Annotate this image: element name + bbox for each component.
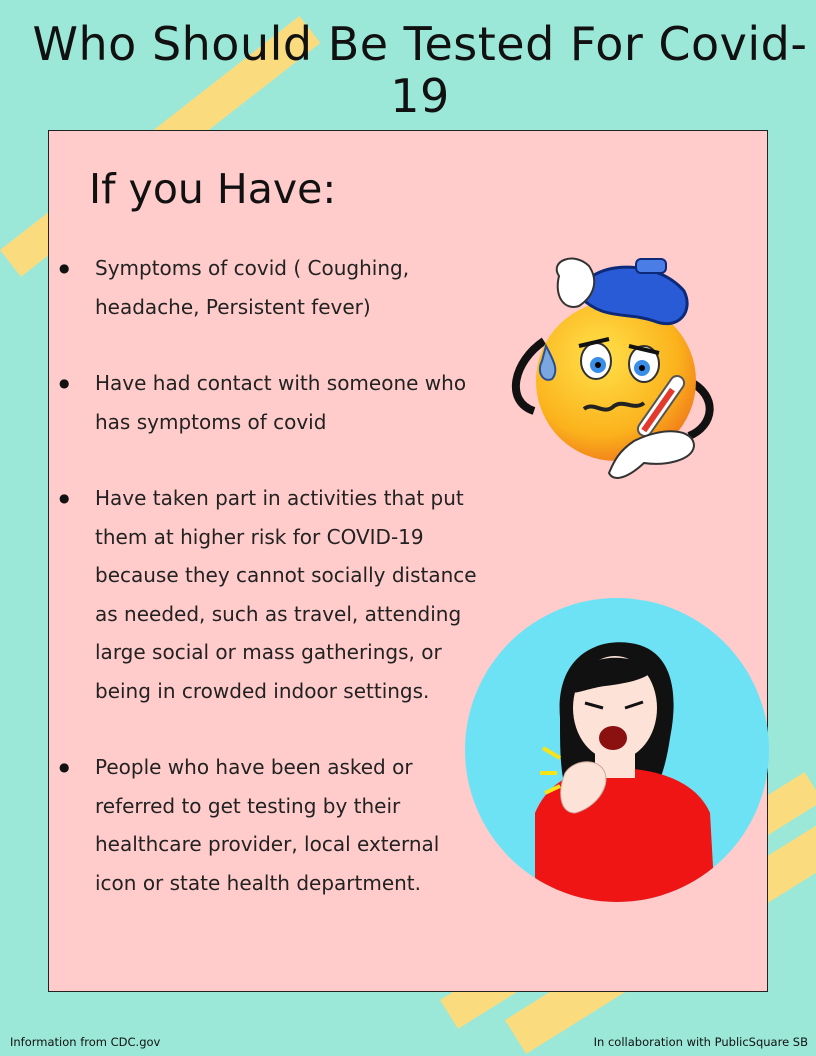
sick-thermometer-emoji-icon xyxy=(504,251,734,487)
list-item: ● Have taken part in activities that put them at higher risk for COVID-19 because they cannot socially distance as needed, such as travel, attending large social or mass gatherings, or being in crowded indoor settings. xyxy=(49,479,479,710)
list-item: ● People who have been asked or referred to get testing by their healthcare provider, local external icon or state health department. xyxy=(49,748,479,902)
section-heading: If you Have: xyxy=(89,165,337,213)
footer-collaboration: In collaboration with PublicSquare SB xyxy=(593,1035,808,1049)
symptom-list xyxy=(49,249,479,940)
coughing-woman-illustration-icon xyxy=(465,598,769,902)
content-card xyxy=(48,130,768,992)
page-title: Who Should Be Tested For Covid-19 xyxy=(32,17,808,123)
list-item: ● Have had contact with someone who has symptoms of covid xyxy=(49,364,479,441)
footer-source: Information from CDC.gov xyxy=(10,1035,161,1049)
list-item: ● Symptoms of covid ( Coughing, headache, Persistent fever) xyxy=(49,249,479,326)
